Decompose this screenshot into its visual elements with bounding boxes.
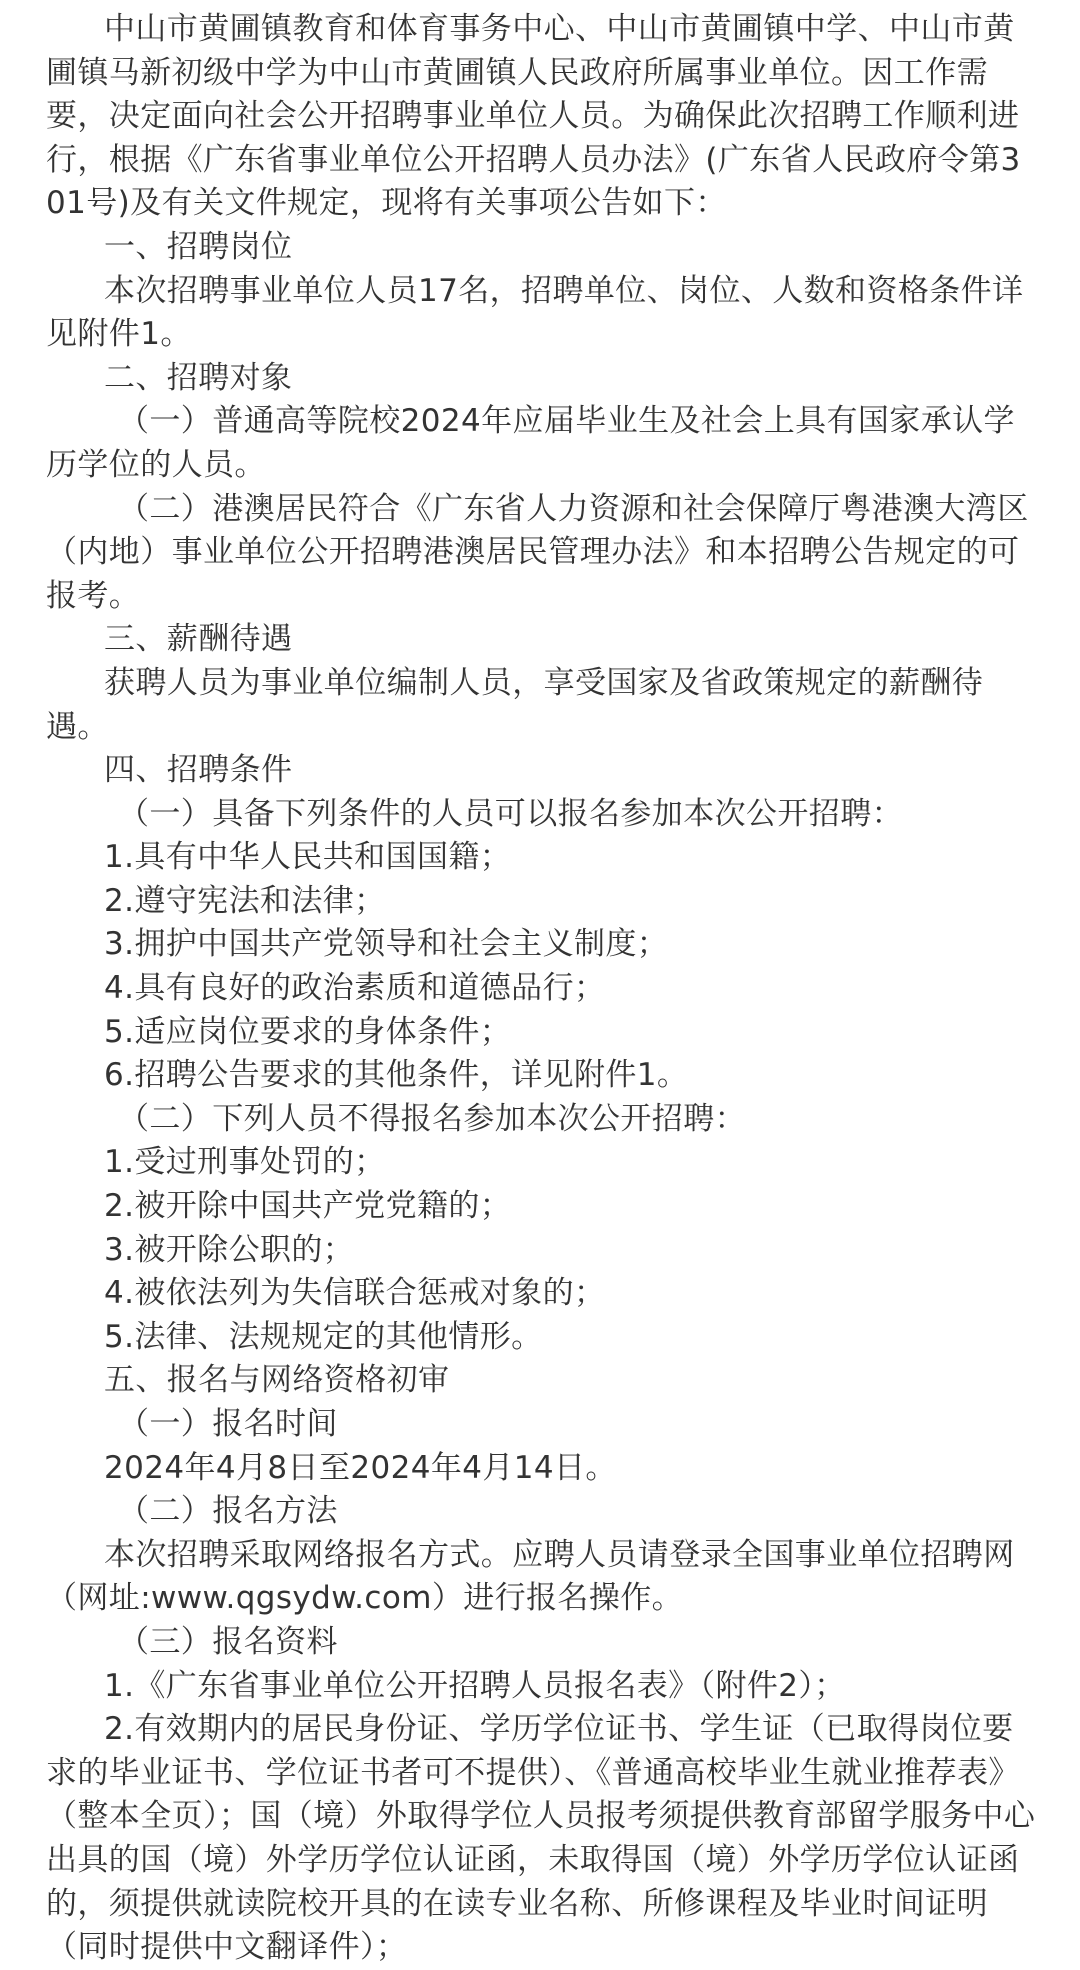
section-3-body: 获聘人员为事业单位编制人员，享受国家及省政策规定的薪酬待遇。 — [46, 664, 984, 745]
condition-item: 4.具有良好的政治素质和道德品行； — [104, 970, 606, 1007]
registration-method: 本次招聘采取网络报名方式。应聘人员请登录全国事业单位招聘网（网址:www.qgsydw.com）进行报名操作。 — [46, 1536, 1015, 1617]
intro-paragraph: 中山市黄圃镇教育和体育事务中心、中山市黄圃镇中学、中山市黄圃镇马新初级中学为中山市黄圃镇人民政府所属事业单位。因工作需要，决定面向社会公开招聘事业单位人员。为确保此次招聘工作顺利进行，根据《广东省事业单位公开招聘人员办法》(广东省人民政府令第301号)及有关文件规定，现将有关事项公告如下： — [46, 11, 1021, 222]
registration-time: 2024年4月8日至2024年4月14日。 — [104, 1449, 617, 1486]
exclusion-item: 3.被开除公职的； — [104, 1231, 355, 1268]
exclusion-item: 5.法律、法规规定的其他情形。 — [104, 1318, 543, 1355]
announcement-article — [46, 8, 1038, 1970]
condition-item: 1.具有中华人民共和国国籍； — [104, 839, 512, 876]
section-1-body: 本次招聘事业单位人员17名，招聘单位、岗位、人数和资格条件详见附件1。 — [46, 272, 1024, 353]
condition-item: 5.适应岗位要求的身体条件； — [104, 1013, 512, 1050]
section-4-subheading-excluded: （二）下列人员不得报名参加本次公开招聘： — [118, 1100, 746, 1137]
section-5-subheading-time: （一）报名时间 — [118, 1406, 338, 1442]
section-5-subheading-method: （二）报名方法 — [118, 1493, 338, 1530]
condition-item: 2.遵守宪法和法律； — [104, 882, 386, 919]
exclusion-item: 4.被依法列为失信联合惩戒对象的； — [104, 1275, 606, 1312]
document-item: 1.《广东省事业单位公开招聘人员报名表》（附件2）； — [104, 1667, 846, 1704]
section-2-item-2: （二）港澳居民符合《广东省人力资源和社会保障厅粤港澳大湾区（内地）事业单位公开招聘港澳居民管理办法》和本招聘公告规定的可报考。 — [46, 490, 1029, 614]
section-2-heading: 二、招聘对象 — [104, 359, 293, 396]
section-2-item-1: （一）普通高等院校2024年应届毕业生及社会上具有国家承认学历学位的人员。 — [46, 403, 1015, 483]
document-item: 2.有效期内的居民身份证、学历学位证书、学生证（已取得岗位要求的毕业证书、学位证书者可不提供）、《普通高校毕业生就业推荐表》（整本全页）；国（境）外取得学位人员报考须提供教育部留学服务中心出具的国（境）外学历学位认证函，未取得国（境）外学历学位认证函的，须提供就读院校开具的在读专业名称、所修课程及毕业时间证明（同时提供中文翻译件）； — [46, 1711, 1036, 1966]
section-1-heading: 一、招聘岗位 — [104, 228, 293, 265]
condition-item: 3.拥护中国共产党领导和社会主义制度； — [104, 926, 669, 963]
condition-item: 6.招聘公告要求的其他条件，详见附件1。 — [104, 1057, 689, 1094]
exclusion-item: 1.受过刑事处罚的； — [104, 1144, 386, 1181]
section-3-heading: 三、薪酬待遇 — [104, 621, 293, 658]
section-5-heading: 五、报名与网络资格初审 — [104, 1362, 450, 1399]
section-4-subheading-eligible: （一）具备下列条件的人员可以报名参加本次公开招聘： — [118, 795, 903, 832]
exclusion-item: 2.被开除中国共产党党籍的； — [104, 1188, 512, 1225]
section-4-heading: 四、招聘条件 — [104, 752, 293, 789]
section-5-subheading-documents: （三）报名资料 — [118, 1623, 338, 1660]
